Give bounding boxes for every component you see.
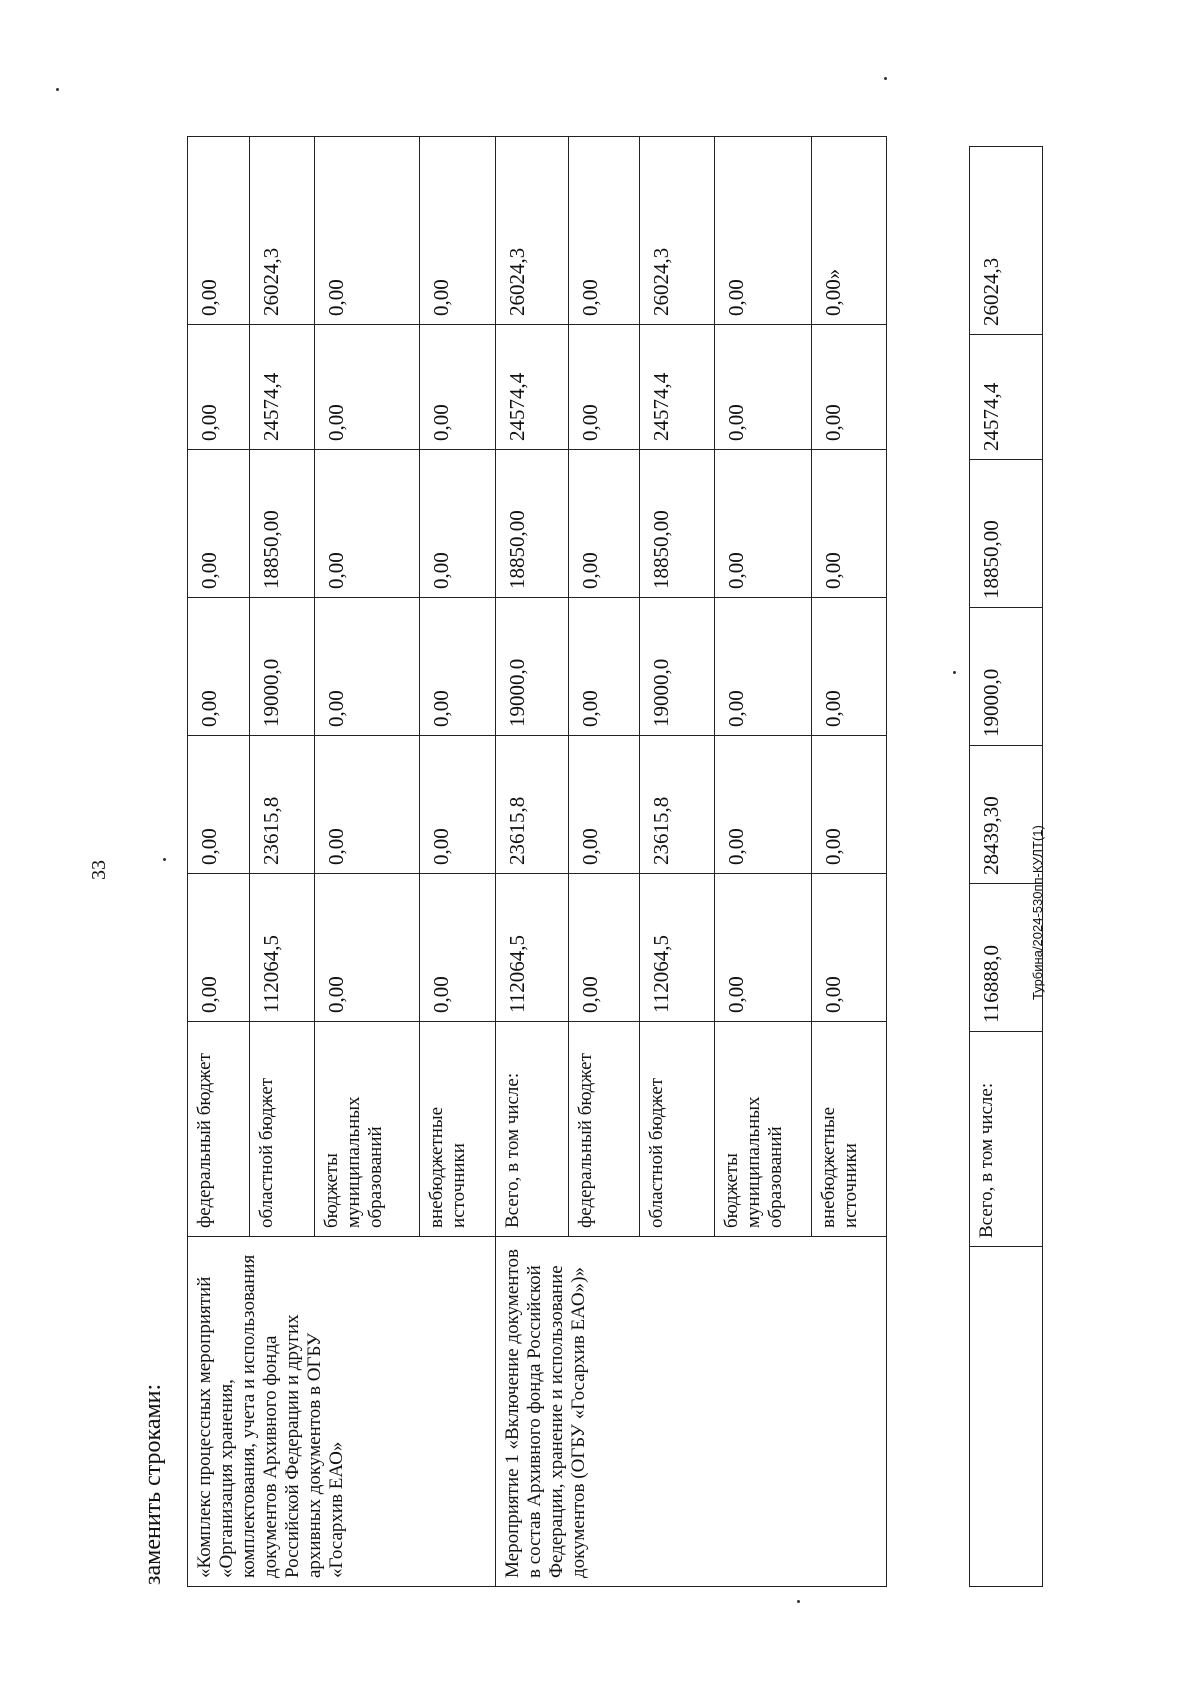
- value-cell: 24574,4: [970, 335, 1043, 460]
- value-cell: 23615,8: [639, 736, 714, 874]
- value-cell: 0,00: [811, 736, 886, 874]
- value-cell: 0,00: [314, 598, 419, 736]
- value-cell: 0,00: [188, 598, 250, 736]
- value-cell: 0,00: [811, 598, 886, 736]
- value-cell: 0,00: [714, 450, 811, 598]
- value-cell: 18850,00: [970, 460, 1043, 608]
- value-cell: 26024,3: [639, 137, 714, 325]
- value-cell: 0,00: [188, 325, 250, 450]
- value-cell: 0,00: [188, 736, 250, 874]
- value-cell: 0,00: [568, 736, 639, 874]
- value-cell: 112064,5: [639, 874, 714, 1022]
- source-cell: внебюджетные источники: [420, 1022, 495, 1237]
- value-cell: 0,00: [188, 137, 250, 325]
- value-cell: 0,00: [314, 325, 419, 450]
- page-number: 33: [88, 860, 110, 880]
- value-cell: 18850,00: [250, 450, 315, 598]
- complex-name-cell: «Комплекс процессных мероприятий «Организация хранения, комплектования, учета и использования документов Архивного фонда Российской Федерации и других архивных документов в ОГБУ «Госархив ЕАО»: [188, 1237, 496, 1587]
- value-cell: 24574,4: [495, 325, 568, 450]
- funding-table: [187, 137, 887, 1587]
- source-cell: внебюджетные источники: [811, 1022, 886, 1237]
- value-cell: 26024,3: [495, 137, 568, 325]
- value-cell: 19000,0: [970, 608, 1043, 746]
- value-cell: 0,00: [420, 736, 495, 874]
- value-cell: 0,00: [714, 736, 811, 874]
- scan-speck: [953, 671, 956, 674]
- document-footer-code: Турбина/2024-530пп-КУЛТ(1): [1030, 825, 1045, 1000]
- measure-name-cell: Мероприятие 1 «Включение документов в состав Архивного фонда Российской Федерации, хранение и использование документов (ОГБУ «Госархив ЕАО»)»: [495, 1237, 886, 1587]
- value-cell: 0,00: [811, 325, 886, 450]
- value-cell: 0,00: [811, 874, 886, 1022]
- replace-instruction: заменить строками:: [140, 1383, 166, 1585]
- table-row: [188, 137, 250, 1587]
- source-cell: областной бюджет: [639, 1022, 714, 1237]
- value-cell: 0,00: [420, 598, 495, 736]
- table-row: [495, 137, 568, 1587]
- source-cell: федеральный бюджет: [188, 1022, 250, 1237]
- value-cell: 116888,0: [970, 884, 1043, 1032]
- source-cell: областной бюджет: [250, 1022, 315, 1237]
- source-cell: Всего, в том числе:: [495, 1022, 568, 1237]
- value-cell: 0,00: [314, 874, 419, 1022]
- value-cell: 0,00: [314, 736, 419, 874]
- value-cell: 0,00: [314, 137, 419, 325]
- source-cell: бюджеты муниципальных образований: [314, 1022, 419, 1237]
- source-cell: федеральный бюджет: [568, 1022, 639, 1237]
- value-cell: 0,00: [314, 450, 419, 598]
- value-cell: 0,00: [420, 137, 495, 325]
- value-cell: 18850,00: [495, 450, 568, 598]
- value-cell: 0,00: [714, 598, 811, 736]
- value-cell: 19000,0: [250, 598, 315, 736]
- value-cell: 0,00: [568, 598, 639, 736]
- value-cell: 26024,3: [970, 147, 1043, 335]
- name-cell: [970, 1247, 1043, 1587]
- value-cell: 19000,0: [495, 598, 568, 736]
- scan-speck: [163, 858, 166, 861]
- scan-speck: [884, 77, 887, 80]
- value-cell: 23615,8: [495, 736, 568, 874]
- value-cell: 0,00: [188, 450, 250, 598]
- value-cell: 0,00: [420, 325, 495, 450]
- value-cell: 18850,00: [639, 450, 714, 598]
- value-cell: 0,00: [420, 874, 495, 1022]
- value-cell: 0,00: [420, 450, 495, 598]
- value-cell: 24574,4: [639, 325, 714, 450]
- value-cell: 0,00: [811, 450, 886, 598]
- value-cell: 0,00: [188, 874, 250, 1022]
- value-cell: 23615,8: [250, 736, 315, 874]
- value-cell: 24574,4: [250, 325, 315, 450]
- scan-speck: [56, 88, 59, 91]
- value-cell: 19000,0: [639, 598, 714, 736]
- value-cell: 0,00: [568, 874, 639, 1022]
- value-cell: 26024,3: [250, 137, 315, 325]
- value-cell: 28439,30: [970, 746, 1043, 884]
- value-cell: 112064,5: [495, 874, 568, 1022]
- value-cell: 0,00: [714, 137, 811, 325]
- value-cell: 112064,5: [250, 874, 315, 1022]
- value-cell: 0,00: [568, 325, 639, 450]
- value-cell: 0,00»: [811, 137, 886, 325]
- value-cell: 0,00: [714, 874, 811, 1022]
- value-cell: 0,00: [568, 450, 639, 598]
- value-cell: 0,00: [568, 137, 639, 325]
- source-cell: бюджеты муниципальных образований: [714, 1022, 811, 1237]
- source-cell: Всего, в том числе:: [970, 1032, 1043, 1247]
- scan-speck: [797, 1600, 800, 1603]
- value-cell: 0,00: [714, 325, 811, 450]
